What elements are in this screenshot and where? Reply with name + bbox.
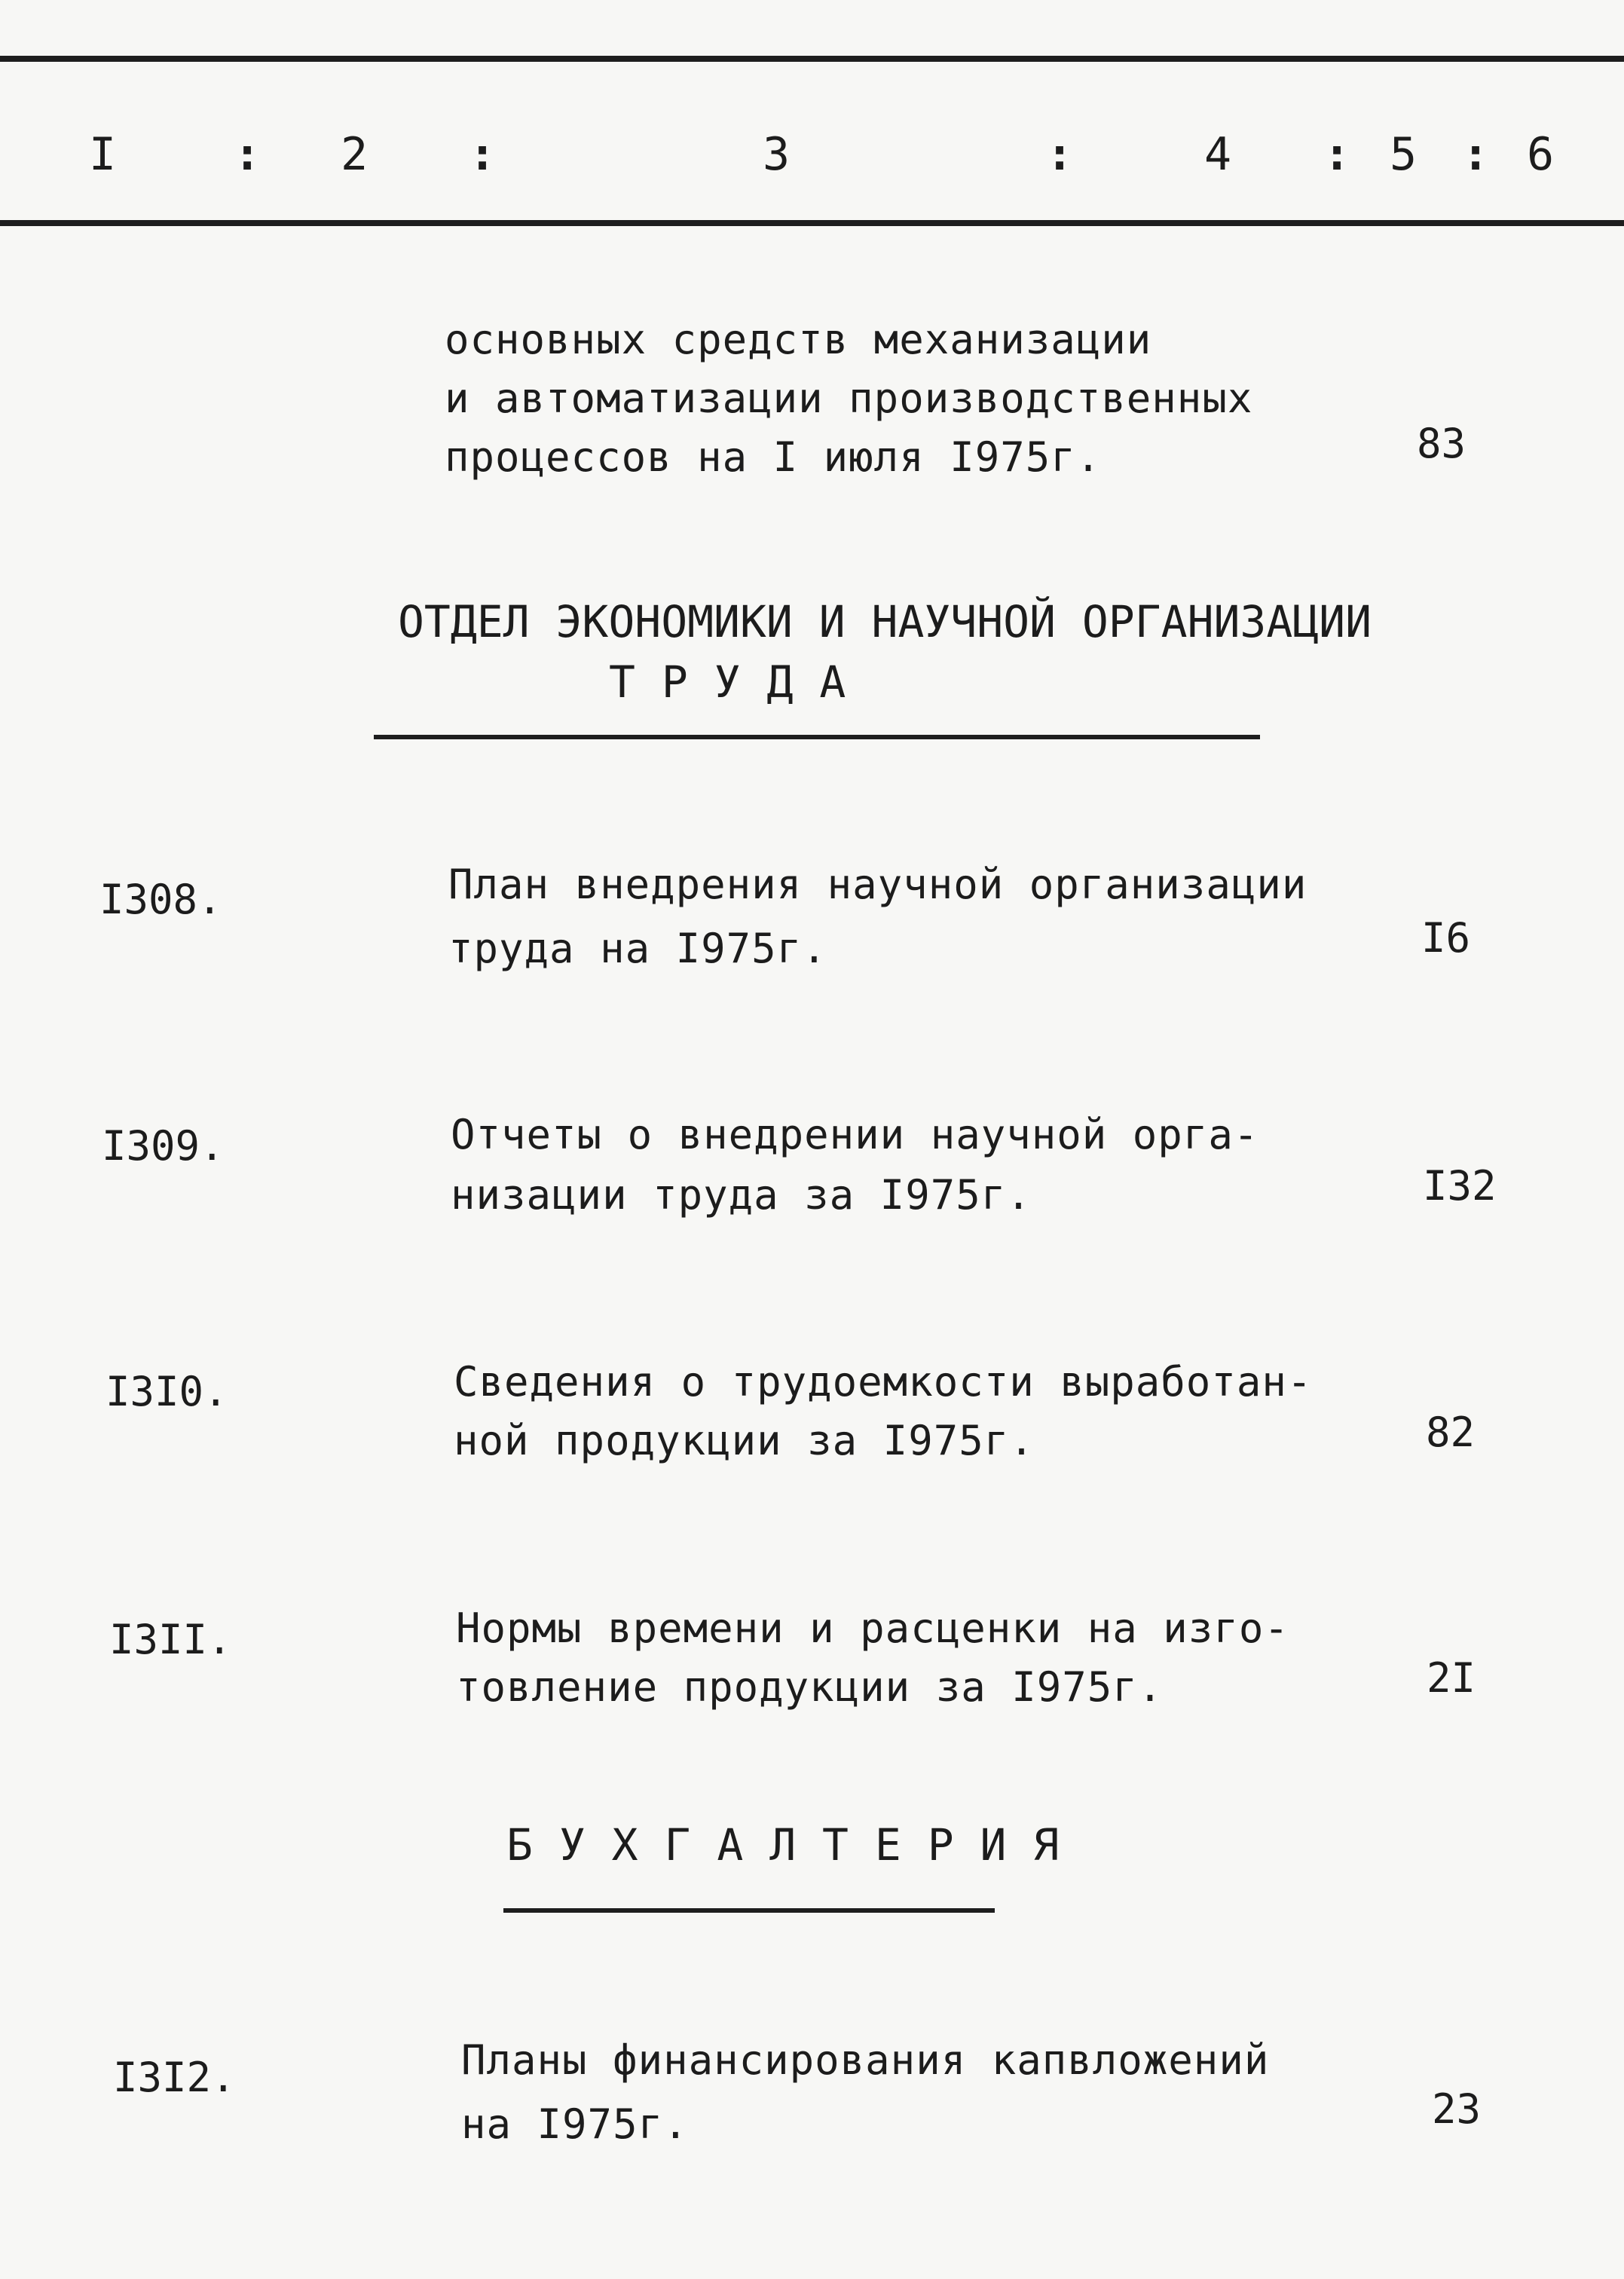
- sheet-count: 83: [1417, 420, 1466, 467]
- column-6-label: 6: [1527, 128, 1555, 181]
- sheet-count: 82: [1426, 1409, 1476, 1456]
- column-separator: :: [1462, 128, 1490, 181]
- entry-text-line: Сведения о трудоемкости выработан-: [454, 1358, 1313, 1406]
- sheet-count: I32: [1423, 1162, 1497, 1210]
- entry-text-line: труда на I975г.: [448, 925, 827, 972]
- section-title: Б У Х Г А Л Т Е Р И Я: [506, 1819, 1060, 1871]
- column-4-label: 4: [1204, 128, 1232, 181]
- sheet-count: I6: [1421, 914, 1471, 962]
- header-bottom-rule: [0, 220, 1624, 226]
- sheet-count: 2I: [1427, 1654, 1476, 1702]
- entry-text-line: низации труда за I975г.: [451, 1171, 1032, 1219]
- item-number: I3I0.: [106, 1368, 228, 1415]
- column-separator: :: [1046, 128, 1074, 181]
- section-underline: [374, 735, 1260, 739]
- item-number: I309.: [102, 1122, 225, 1170]
- entry-text-line: ной продукции за I975г.: [454, 1417, 1035, 1464]
- column-1-label: I: [89, 128, 117, 181]
- column-5-label: 5: [1390, 128, 1418, 181]
- entry-text-line: Отчеты о внедрении научной орга-: [451, 1111, 1259, 1158]
- entry-text-line: товление продукции за I975г.: [456, 1663, 1164, 1711]
- entry-text-line: на I975г.: [461, 2100, 689, 2148]
- column-separator: :: [1323, 128, 1351, 181]
- item-number: I3II.: [109, 1616, 232, 1663]
- top-rule: [0, 56, 1624, 62]
- column-separator: :: [234, 128, 261, 181]
- section-title: ОТДЕЛ ЭКОНОМИКИ И НАУЧНОЙ ОРГАНИЗАЦИИ: [398, 596, 1372, 647]
- item-number: I308.: [99, 876, 222, 923]
- entry-text-line: Нормы времени и расценки на изго-: [456, 1604, 1289, 1652]
- entry-text-line: План внедрения научной организации: [448, 861, 1307, 908]
- column-separator: :: [469, 128, 497, 181]
- entry-text-line: процессов на I июля I975г.: [445, 433, 1102, 481]
- entry-text-line: и автоматизации производственных: [445, 375, 1253, 422]
- sheet-count: 23: [1432, 2085, 1482, 2133]
- item-number: I3I2.: [113, 2054, 236, 2101]
- column-2-label: 2: [341, 128, 369, 181]
- section-title-continued: Т Р У Д А: [609, 656, 846, 708]
- entry-text-line: Планы финансирования капвложений: [461, 2036, 1270, 2084]
- entry-text-line: основных средств механизации: [445, 316, 1152, 363]
- column-3-label: 3: [763, 128, 791, 181]
- section-underline: [503, 1908, 995, 1913]
